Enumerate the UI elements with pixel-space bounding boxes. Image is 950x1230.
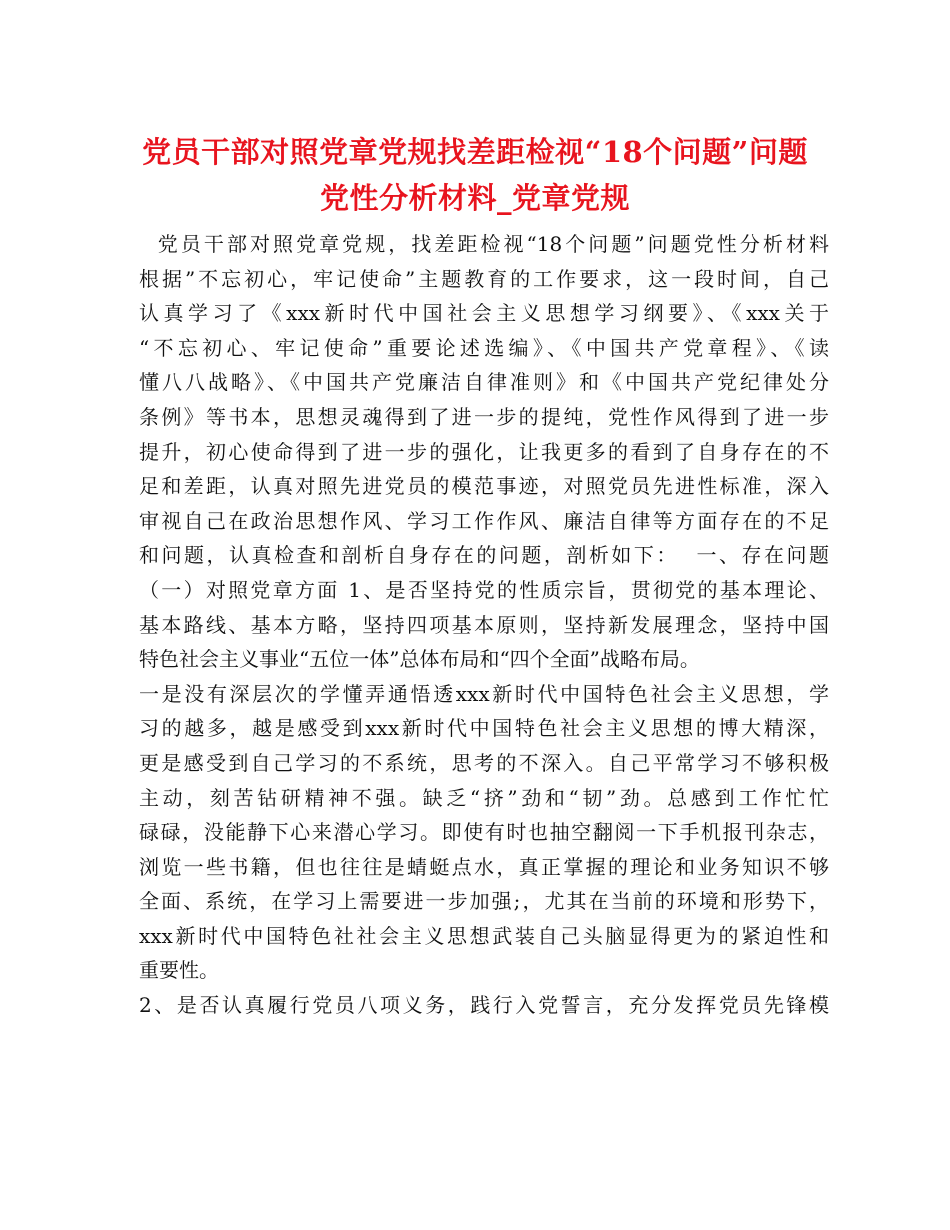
body-line: 根据”不忘初心，牢记使命”主题教育的工作要求，这一段时间，自己 [139,266,829,291]
body-line: 认真学习了《xxx新时代中国社会主义思想学习纲要》、《xxx关于 [139,301,829,326]
body-line: 懂八八战略》、《中国共产党廉洁自律准则》和《中国共产党纪律处分 [139,370,829,395]
body-line: 足和差距，认真对照先进党员的模范事迹，对照党员先进性标准，深入 [139,474,829,499]
body-line: 主动，刻苦钻研精神不强。缺乏“挤”劲和“韧”劲。总感到工作忙忙 [139,785,829,810]
document-title-line-2: 党性分析材料_党章党规 [319,181,630,215]
body-line: 基本路线、基本方略，坚持四项基本原则，坚持新发展理念，坚持中国 [139,612,829,637]
body-line: 2、是否认真履行党员八项义务，践行入党誓言，充分发挥党员先锋模 [139,993,829,1018]
body-line: 习的越多，越是感受到xxx新时代中国特色社会主义思想的博大精深， [139,716,829,741]
document-body [139,227,829,1023]
body-line: 条例》等书本，思想灵魂得到了进一步的提纯，党性作风得到了进一步 [139,404,829,429]
body-line: 审视自己在政治思想作风、学习工作作风、廉洁自律等方面存在的不足 [139,508,829,533]
body-line: 浏览一些书籍，但也往往是蜻蜓点水，真正掌握的理论和业务知识不够 [139,854,829,879]
body-line: 提升，初心使命得到了进一步的强化，让我更多的看到了自身存在的不 [139,439,829,464]
body-line: 更是感受到自己学习的不系统，思考的不深入。自己平常学习不够积极 [139,750,829,775]
body-line: “不忘初心、牢记使命”重要论述选编》、《中国共产党章程》、《读 [139,335,829,360]
body-line: （一）对照党章方面 1、是否坚持党的性质宗旨，贯彻党的基本理论、 [139,577,829,602]
body-line: 重要性。 [139,958,219,983]
body-line: 一是没有深层次的学懂弄通悟透xxx新时代中国特色社会主义思想，学 [139,681,829,706]
body-line: xxx新时代中国特色社社会主义思想武装自己头脑显得更为的紧迫性和 [139,923,829,948]
body-line: 党员干部对照党章党规，找差距检视“18个问题”问题党性分析材料 [139,232,829,256]
document-title-line-1: 党员干部对照党章党规找差距检视“18个问题”问题 [142,135,808,169]
body-line: 全面、系统，在学习上需要进一步加强;，尤其在当前的环境和形势下， [139,889,829,914]
body-line: 特色社会主义事业“五位一体”总体布局和“四个全面”战略布局。 [139,647,700,672]
body-line: 碌碌，没能静下心来潜心学习。即使有时也抽空翻阅一下手机报刊杂志， [139,820,829,845]
body-line: 和问题，认真检查和剖析自身存在的问题，剖析如下： 一、存在问题 [139,543,829,568]
